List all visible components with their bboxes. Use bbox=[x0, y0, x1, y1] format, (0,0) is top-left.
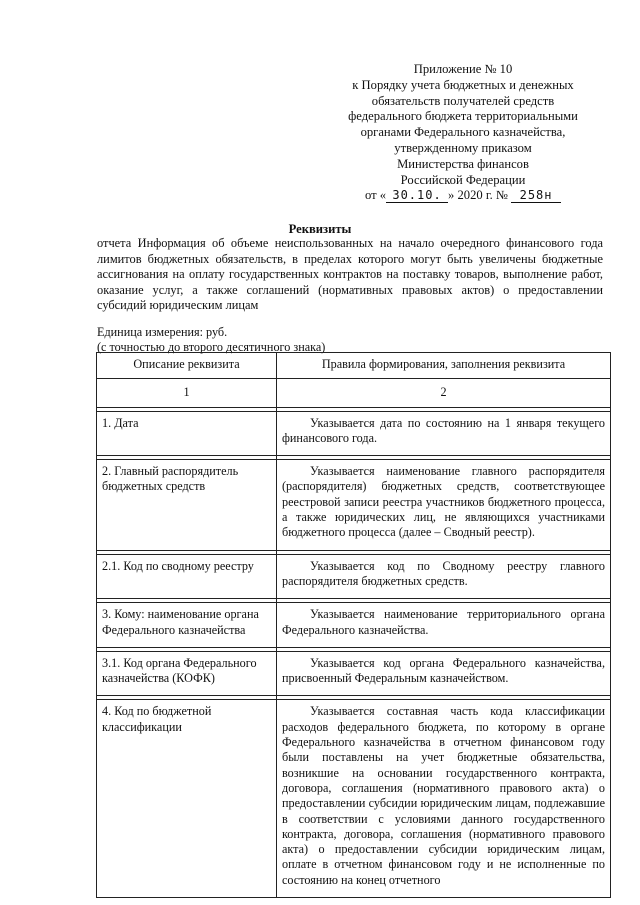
requisite-name: 3. Кому: наименование органа Федерального казначейства bbox=[97, 603, 277, 648]
appendix-line: Министерства финансов bbox=[397, 156, 529, 171]
order-number-handwritten: 258н bbox=[511, 189, 561, 203]
appendix-header bbox=[348, 62, 578, 204]
requisite-rule: Указывается дата по состоянию на 1 января текущего финансового года. bbox=[277, 411, 611, 456]
appendix-line: обязательств получателей средств bbox=[371, 93, 555, 108]
date-prefix: от « bbox=[364, 188, 387, 203]
requisite-name: 4. Код по бюджетной классификации bbox=[97, 700, 277, 898]
requisite-rule: Указывается наименование территориального органа Федерального казначейства. bbox=[277, 603, 611, 648]
appendix-line: федерального бюджета территориальными bbox=[348, 109, 578, 124]
header-rules: Правила формирования, заполнения реквизита bbox=[277, 353, 611, 379]
requisite-name: 1. Дата bbox=[97, 411, 277, 456]
appendix-line: к Порядку учета бюджетных и денежных bbox=[352, 77, 574, 92]
table-row bbox=[97, 651, 611, 696]
column-number: 2 bbox=[277, 379, 611, 407]
column-number: 1 bbox=[97, 379, 277, 407]
requisite-name: 2. Главный распорядитель бюджетных средств bbox=[97, 460, 277, 550]
units-block bbox=[97, 325, 325, 354]
order-date-line bbox=[348, 188, 578, 204]
requisite-rule: Указывается код по Сводному реестру главного распорядителя бюджетных средств. bbox=[277, 554, 611, 599]
appendix-line: Приложение № 10 bbox=[413, 62, 513, 76]
requisites-description: отчета Информация об объеме неиспользованных на начало очередного финансового года лимитов бюджетных обязательств, в пределах которого могут быть увеличены бюджетные ассигнования на оплату государственных контрактов на поставку товаров, выполнение работ, оказание услуг, а также соглашений (нормативных правовых актов) о предоставлении субсидий юридическим лицам bbox=[97, 236, 603, 313]
appendix-line: органами Федерального казначейства, bbox=[360, 125, 566, 140]
table-row bbox=[97, 554, 611, 599]
units-precision: (с точностью до второго десятичного знака) bbox=[97, 339, 326, 354]
requisites-table bbox=[96, 352, 611, 898]
table-row bbox=[97, 411, 611, 456]
requisite-rule: Указывается составная часть кода классификации расходов федерального бюджета, по которому в органе Федерального казначейства в отчетном финансовом году были поставлены на учет бюджетные обязательства, возникшие на основании государственного контракта, договора, соглашения (нормативного правового акта) о предоставлении субсидии юридическим лицам, подлежавшие в соответствии с условиями данного государственного контракта, договора, соглашения (нормативного правового акта) о предоставлении субсидии юридическим лицам, оплате в отчетном финансовом году и не исполненные по состоянию на конец отчетного bbox=[277, 700, 611, 898]
table-header-row bbox=[97, 353, 611, 379]
table-row bbox=[97, 603, 611, 648]
appendix-line: Российской Федерации bbox=[400, 172, 526, 187]
header-description: Описание реквизита bbox=[97, 353, 277, 379]
date-middle: » 2020 г. № bbox=[448, 188, 508, 203]
appendix-line: утвержденному приказом bbox=[394, 140, 532, 155]
requisite-name: 2.1. Код по сводному реестру bbox=[97, 554, 277, 599]
order-date-handwritten: 30.10. bbox=[386, 189, 448, 203]
table-row bbox=[97, 700, 611, 898]
table-column-numbers-row bbox=[97, 379, 611, 407]
requisite-name: 3.1. Код органа Федерального казначейства (КОФК) bbox=[97, 651, 277, 696]
requisites-title: Реквизиты bbox=[288, 222, 352, 236]
requisite-rule: Указывается наименование главного распорядителя (распорядителя) бюджетных средств, соответствующее реестровой записи реестра участников бюджетного процесса, а также юридических лиц, не являющихся участниками бюджетного процесса (далее – Сводный реестр). bbox=[277, 460, 611, 550]
table-row bbox=[97, 460, 611, 550]
requisite-rule: Указывается код органа Федерального казначейства, присвоенный Федеральным казначейством. bbox=[277, 651, 611, 696]
units-measure: Единица измерения: руб. bbox=[97, 325, 228, 339]
